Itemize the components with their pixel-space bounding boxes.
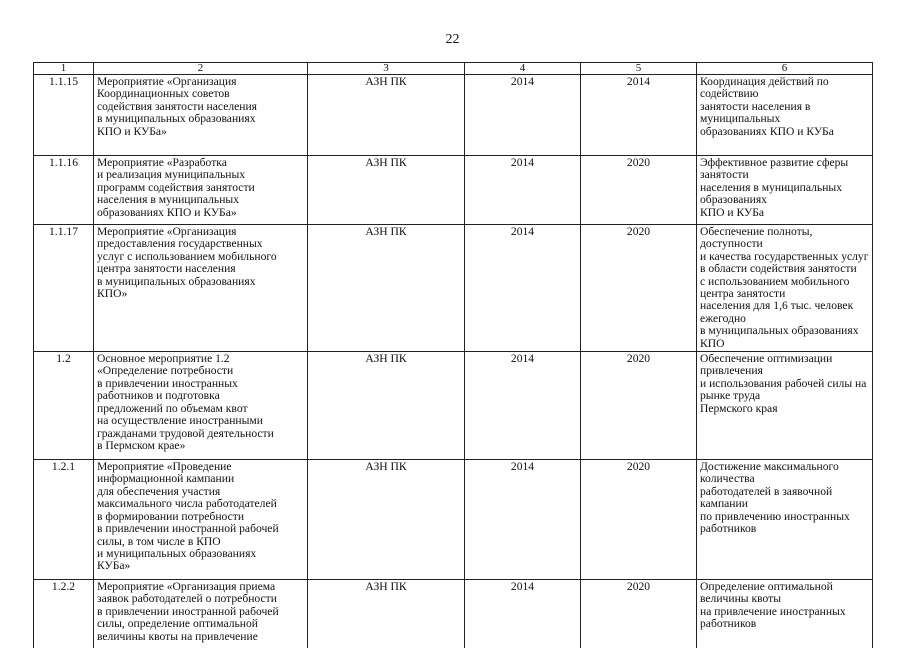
- table-row: [34, 75, 873, 156]
- item-number: 1.2: [34, 352, 94, 460]
- item-number: 1.1.16: [34, 156, 94, 225]
- item-number: 1.2.2: [34, 580, 94, 648]
- item-number: 1.1.17: [34, 225, 94, 352]
- expected-result: Координация действий по содействию занятости населения в муниципальных образованиях КПО и КУБа: [697, 75, 873, 156]
- column-header: 2: [94, 63, 308, 75]
- column-header: 4: [465, 63, 581, 75]
- measure-name: Мероприятие «Разработка и реализация муниципальных программ содействия занятости населения в муниципальных образованиях КПО и КУБа»: [94, 156, 308, 225]
- start-year: 2014: [465, 460, 581, 580]
- expected-result: Обеспечение полноты, доступности и качества государственных услуг в области содействия занятости с использованием мобильного центра занятости населения для 1,6 тыс. человек ежегодно в муниципальных образованиях КПО: [697, 225, 873, 352]
- table-row: [34, 156, 873, 225]
- end-year: 2020: [581, 352, 697, 460]
- start-year: 2014: [465, 156, 581, 225]
- measure-name: Основное мероприятие 1.2 «Определение потребности в привлечении иностранных работников и подготовка предложений по объемам квот на осуществление иностранными гражданами трудовой деятельности в Пермском крае»: [94, 352, 308, 460]
- expected-result: Определение оптимальной величины квоты на привлечение иностранных работников: [697, 580, 873, 648]
- table-row: [34, 580, 873, 648]
- table-row: [34, 352, 873, 460]
- column-header: 6: [697, 63, 873, 75]
- executor: АЗН ПК: [308, 75, 465, 156]
- end-year: 2014: [581, 75, 697, 156]
- table-row: [34, 460, 873, 580]
- measures-table: [33, 62, 873, 648]
- start-year: 2014: [465, 225, 581, 352]
- end-year: 2020: [581, 156, 697, 225]
- end-year: 2020: [581, 460, 697, 580]
- item-number: 1.2.1: [34, 460, 94, 580]
- end-year: 2020: [581, 580, 697, 648]
- item-number: 1.1.15: [34, 75, 94, 156]
- expected-result: Достижение максимального количества работодателей в заявочной кампании по привлечению иностранных работников: [697, 460, 873, 580]
- table-row: [34, 225, 873, 352]
- measure-name: Мероприятие «Организация предоставления государственных услуг с использованием мобильного центра занятости населения в муниципальных образованиях КПО»: [94, 225, 308, 352]
- executor: АЗН ПК: [308, 225, 465, 352]
- column-header: 3: [308, 63, 465, 75]
- page-number: 22: [445, 32, 460, 47]
- column-header: 1: [34, 63, 94, 75]
- expected-result: Обеспечение оптимизации привлечения и использования рабочей силы на рынке труда Пермского края: [697, 352, 873, 460]
- end-year: 2020: [581, 225, 697, 352]
- start-year: 2014: [465, 75, 581, 156]
- executor: АЗН ПК: [308, 352, 465, 460]
- measure-name: Мероприятие «Проведение информационной кампании для обеспечения участия максимального числа работодателей в формировании потребности в привлечении иностранной рабочей силы, в том числе в КПО и муниципальных образованиях КУБа»: [94, 460, 308, 580]
- start-year: 2014: [465, 352, 581, 460]
- executor: АЗН ПК: [308, 580, 465, 648]
- executor: АЗН ПК: [308, 460, 465, 580]
- start-year: 2014: [465, 580, 581, 648]
- column-header: 5: [581, 63, 697, 75]
- executor: АЗН ПК: [308, 156, 465, 225]
- table-header-row: [34, 63, 873, 75]
- measure-name: Мероприятие «Организация приема заявок работодателей о потребности в привлечении иностранной рабочей силы, определение оптимальной величины квоты на привлечение: [94, 580, 308, 648]
- measure-name: Мероприятие «Организация Координационных советов содействия занятости населения в муниципальных образованиях КПО и КУБа»: [94, 75, 308, 156]
- expected-result: Эффективное развитие сферы занятости населения в муниципальных образованиях КПО и КУБа: [697, 156, 873, 225]
